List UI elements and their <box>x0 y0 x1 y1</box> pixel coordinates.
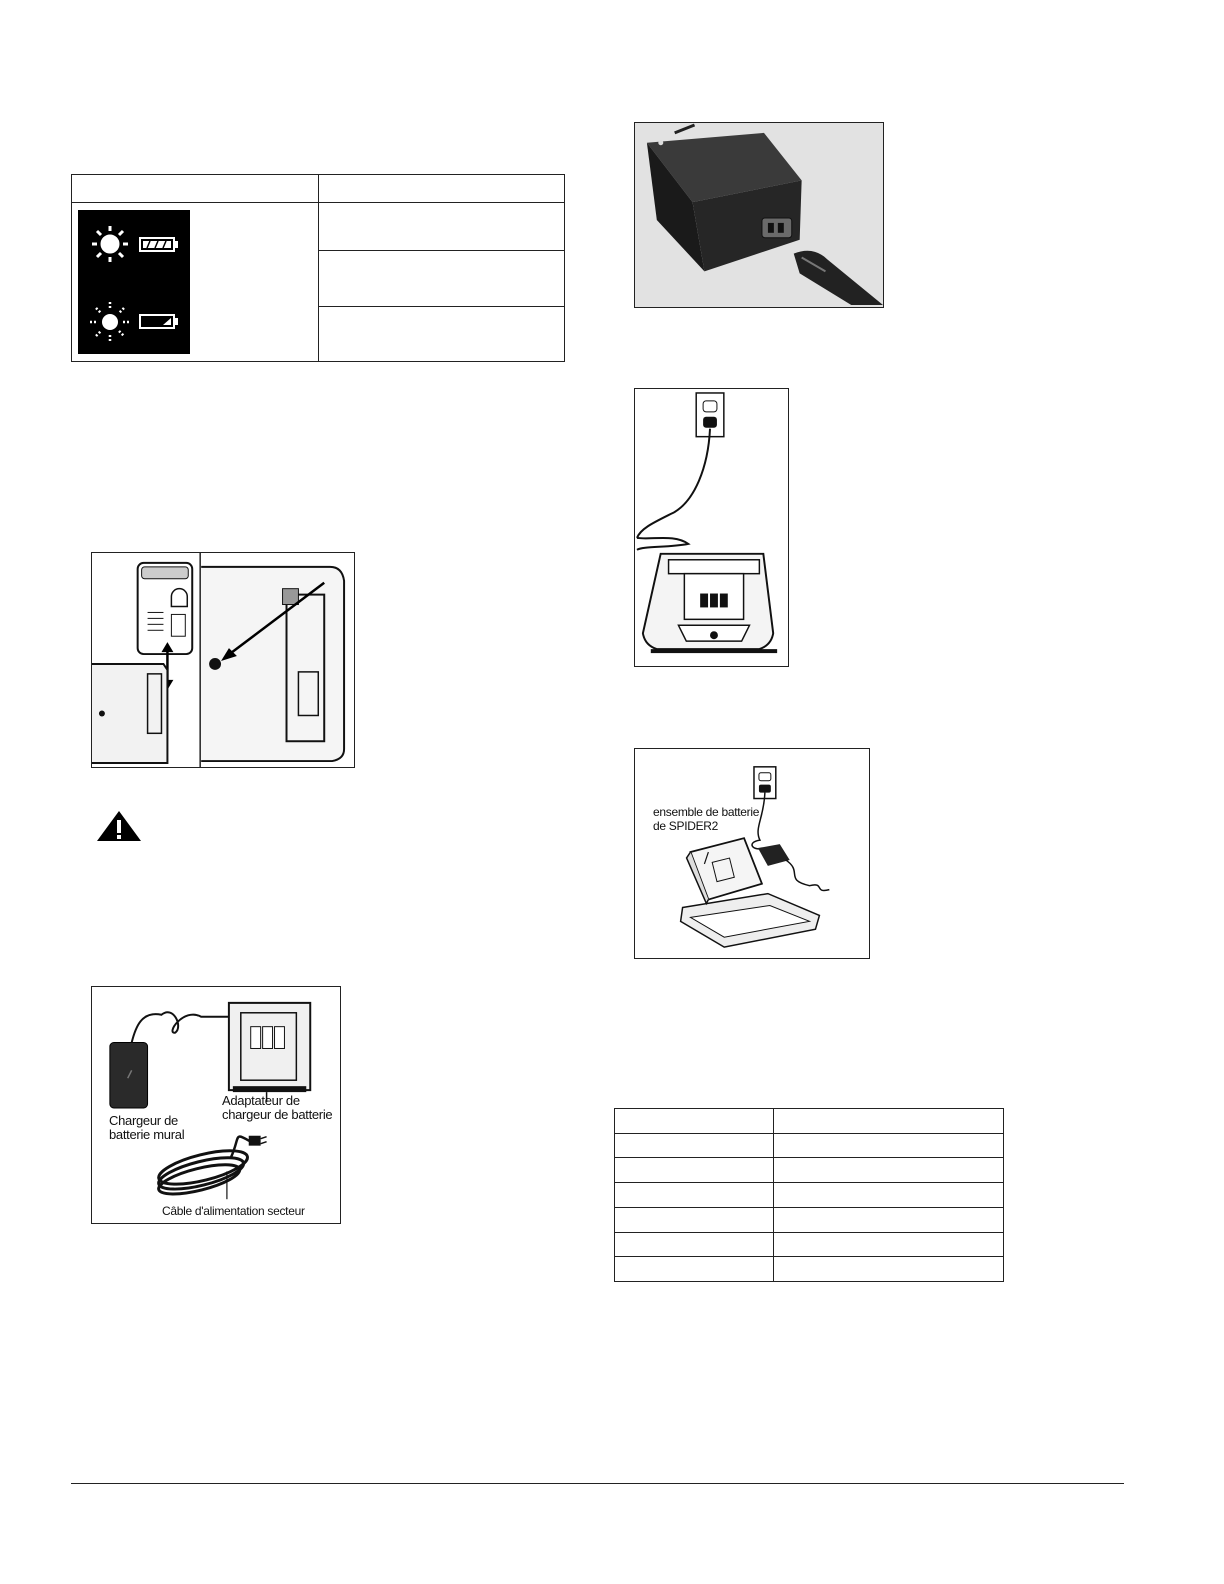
led-icon-panel <box>78 210 190 354</box>
spec-table-row <box>615 1232 1004 1257</box>
spec-cell <box>615 1257 774 1282</box>
spec-cell <box>615 1232 774 1257</box>
led-table-desc-cell-1 <box>318 203 565 251</box>
spec-cell <box>615 1133 774 1158</box>
battery-pack-label: ensemble de batterie de SPIDER2 <box>653 805 760 833</box>
charger-kit-figure <box>91 986 341 1224</box>
battery-attach-figure <box>91 552 355 768</box>
led-status-table <box>71 174 565 362</box>
spec-cell <box>615 1109 774 1134</box>
spec-table-row <box>615 1257 1004 1282</box>
charger-base-figure <box>634 388 789 667</box>
spec-cell <box>774 1257 1004 1282</box>
warning-icon <box>96 810 142 842</box>
charger-photo-figure <box>634 122 884 308</box>
spec-table <box>614 1108 1004 1282</box>
adapter-label: Adaptateur de chargeur de batterie <box>222 1093 333 1122</box>
wall-charger-label: Chargeur de batterie mural <box>109 1113 185 1142</box>
spec-table-row <box>615 1207 1004 1232</box>
spec-table-row <box>615 1183 1004 1208</box>
spec-cell <box>774 1109 1004 1134</box>
spec-cell <box>615 1207 774 1232</box>
led-table-header-cell-1 <box>72 175 319 203</box>
spec-cell <box>774 1183 1004 1208</box>
led-table-desc-cell-3 <box>318 307 565 362</box>
spec-cell <box>774 1158 1004 1183</box>
spec-table-row <box>615 1158 1004 1183</box>
footer-rule <box>71 1483 1124 1484</box>
spec-cell <box>615 1183 774 1208</box>
spec-cell <box>615 1158 774 1183</box>
led-table-desc-cell-2 <box>318 251 565 307</box>
battery-on-charger-figure <box>634 748 870 959</box>
led-icon-cell <box>72 203 319 362</box>
led-blinking-icon <box>90 302 130 342</box>
battery-full-icon <box>140 238 178 251</box>
spec-table-row <box>615 1133 1004 1158</box>
led-table-row <box>72 203 565 251</box>
spec-cell <box>774 1133 1004 1158</box>
power-cable-label: Câble d'alimentation secteur <box>162 1204 305 1218</box>
battery-low-icon <box>140 315 178 328</box>
spec-cell <box>774 1232 1004 1257</box>
spec-cell <box>774 1207 1004 1232</box>
led-on-icon <box>92 226 128 262</box>
spec-table-row <box>615 1109 1004 1134</box>
led-table-header-cell-2 <box>318 175 565 203</box>
led-table-header-row <box>72 175 565 203</box>
